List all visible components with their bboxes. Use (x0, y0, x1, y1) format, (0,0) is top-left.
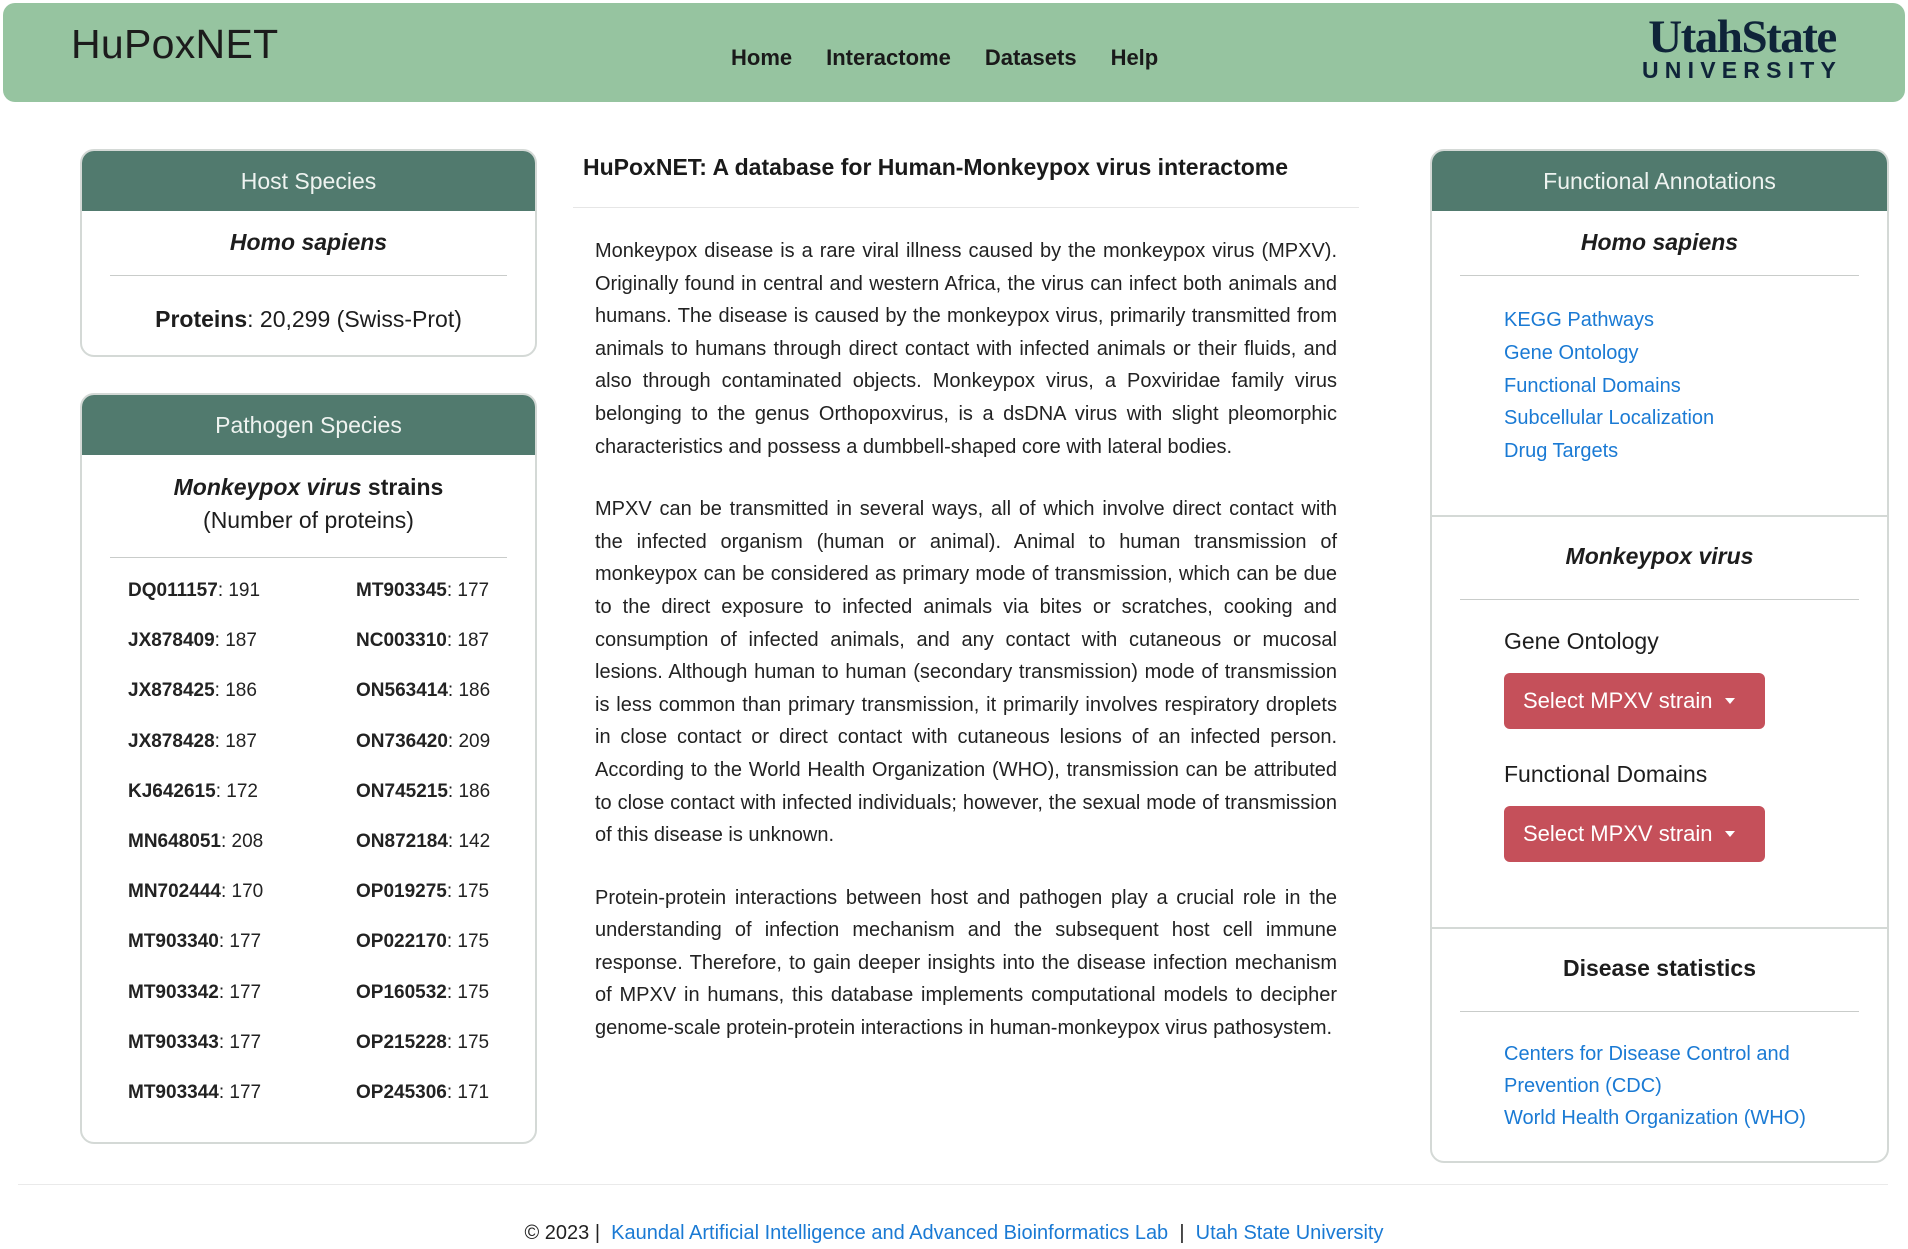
strain-protein-count: : 175 (446, 881, 490, 903)
strains-title-species: Monkeypox virus (173, 474, 362, 500)
footer-divider-text: | (1179, 1222, 1185, 1244)
strain-id: OP022170 (356, 931, 447, 953)
strain-entry (128, 680, 356, 730)
usu-logo-wordmark: UtahState (1648, 11, 1836, 63)
strain-entry (128, 630, 356, 680)
strain-protein-count: : 142 (447, 830, 491, 852)
nav-interactome[interactable]: Interactome (826, 45, 951, 70)
link-subcellular-localization[interactable]: Subcellular Localization (1504, 407, 1715, 430)
strain-entry (356, 881, 516, 931)
strains-subtitle: (Number of proteins) (203, 507, 414, 533)
strains-title-suffix: strains (361, 474, 444, 500)
disease-statistics-title: Disease statistics (1562, 955, 1757, 981)
strain-protein-count: : 187 (446, 630, 490, 652)
disease-statistics-section (1432, 927, 1887, 1134)
usu-logo-subtitle: UNIVERSITY (1641, 57, 1843, 83)
main-nav (731, 45, 1158, 71)
select-strain-domains-label: Select MPXV strain (1523, 821, 1713, 846)
strain-list (128, 580, 535, 1132)
strain-entry (356, 630, 516, 680)
strain-id: MN702444 (128, 881, 221, 903)
nav-datasets[interactable]: Datasets (984, 45, 1077, 70)
strain-protein-count: : 177 (218, 1081, 262, 1103)
strain-id: ON872184 (356, 830, 448, 852)
strains-title (82, 471, 535, 537)
strain-id: OP215228 (356, 1031, 447, 1053)
host-species-heading: Host Species (82, 151, 535, 211)
strain-protein-count: : 177 (218, 931, 262, 953)
article-paragraph: Protein-protein interactions between host and pathogen play a crucial role in the understanding of infection mechanism and the subsequent host cell immune response. Therefore, to gain deeper insights into the disease infection mechanism of MPXV in humans, this database implements computational models to decipher genome-scale protein-protein interactions in human-monkeypox virus pathosystem. (595, 886, 1337, 1040)
select-strain-domains-dropdown[interactable] (1504, 806, 1765, 862)
strain-id: JX878425 (128, 680, 215, 702)
divider (110, 557, 507, 558)
article-paragraph: Monkeypox disease is a rare viral illness caused by the monkeypox virus (MPXV). Originally found in central and western Africa, the virus can infect both animals and humans. The disease is caused by the monkeypox virus, primarily transmitted from animals to humans through direct contact with infected animals or their fluids, and also through contaminated objects. Monkeypox virus, a Poxviridae family virus belonging to the genus Orthopoxvirus, is a dsDNA virus with slight pleomorphic characteristics and possess a dumbbell-shaped core with lateral bodies. (595, 240, 1337, 458)
functional-annotations-heading: Functional Annotations (1432, 151, 1887, 211)
strain-entry (356, 831, 516, 881)
strain-protein-count: : 209 (447, 730, 491, 752)
nav-help[interactable]: Help (1110, 45, 1159, 70)
disease-statistics-links (1432, 1012, 1887, 1134)
strain-protein-count: : 175 (446, 931, 490, 953)
intro-article (595, 235, 1337, 1075)
strain-id: MT903345 (356, 580, 447, 601)
functional-domains-label: Functional Domains (1504, 761, 1708, 787)
strain-protein-count: : 170 (220, 881, 264, 903)
strain-id: DQ011157 (128, 580, 218, 601)
caret-down-icon (1725, 831, 1735, 837)
strain-id: OP245306 (356, 1081, 447, 1103)
strain-protein-count: : 191 (217, 580, 261, 601)
nav-home[interactable]: Home (731, 45, 793, 70)
human-species-title: Homo sapiens (1580, 229, 1739, 255)
strain-entry (128, 580, 356, 630)
strain-id: ON736420 (356, 730, 448, 752)
strain-protein-count: : 175 (446, 1031, 490, 1053)
strain-entry (128, 731, 356, 781)
page-title: HuPoxNET: A database for Human-Monkeypox virus interactome (583, 154, 1289, 180)
footer-copyright: © 2023 | (524, 1222, 601, 1244)
strain-protein-count: : 177 (446, 580, 490, 601)
strain-entry (356, 931, 516, 981)
virus-annotations-section (1432, 515, 1887, 927)
strain-id: ON745215 (356, 780, 448, 802)
caret-down-icon (1725, 698, 1735, 704)
human-annotations-section (1432, 211, 1887, 515)
strain-id: MT903342 (128, 981, 219, 1003)
strain-id: MT903340 (128, 931, 219, 953)
strain-id: ON563414 (356, 680, 448, 702)
strain-protein-count: : 177 (218, 1031, 262, 1053)
strain-entry (128, 1082, 356, 1132)
proteins-value: : 20,299 (Swiss-Prot) (247, 306, 462, 332)
strain-entry (356, 580, 516, 630)
usu-logo[interactable] (1627, 11, 1857, 83)
link-kegg-pathways[interactable]: KEGG Pathways (1504, 309, 1655, 331)
strain-protein-count: : 171 (446, 1081, 490, 1103)
footer-divider (18, 1184, 1888, 1185)
strain-id: MT903344 (128, 1081, 219, 1103)
strain-entry (356, 982, 516, 1032)
strain-entry (356, 680, 516, 730)
pathogen-species-heading: Pathogen Species (82, 395, 535, 455)
strain-entry (128, 881, 356, 931)
strain-protein-count: : 186 (447, 680, 491, 702)
footer (0, 1222, 1908, 1245)
strain-protein-count: : 172 (215, 780, 258, 802)
host-species-card (80, 149, 537, 357)
top-navbar (3, 3, 1905, 102)
link-functional-domains[interactable]: Functional Domains (1504, 374, 1681, 397)
divider (1460, 599, 1859, 600)
host-species-name: Homo sapiens (229, 229, 388, 255)
strain-entry (356, 1032, 516, 1082)
strain-protein-count: : 187 (214, 630, 257, 652)
select-strain-go-dropdown[interactable] (1504, 673, 1765, 729)
functional-annotations-card (1430, 149, 1889, 1163)
strain-entry (128, 982, 356, 1032)
link-cdc[interactable]: Centers for Disease Control and Prevention (CDC) (1504, 1043, 1790, 1097)
strain-protein-count: : 187 (214, 730, 257, 752)
host-protein-count (82, 306, 535, 333)
strain-entry (356, 731, 516, 781)
site-brand[interactable]: HuPoxNET (71, 21, 279, 67)
strain-protein-count: : 175 (446, 981, 490, 1003)
strain-id: MT903343 (128, 1031, 219, 1053)
title-divider (573, 207, 1359, 208)
strain-entry (128, 831, 356, 881)
strain-id: JX878428 (128, 730, 215, 752)
virus-species-title: Monkeypox virus (1565, 543, 1754, 569)
strain-protein-count: : 208 (220, 830, 264, 852)
article-paragraph: MPXV can be transmitted in several ways, all of which involve direct contact with the infected organism (human or animal). Animal to human transmission of monkeypox can be considered as primary mode of transmission, which can be due to the direct exposure to infected animals via bites or scratches, cooking and consumption of infected animals, and any contact with cutaneous or mucosal lesions. Although human to human (secondary transmission) mode of transmission is less common than primary transmission, it primarily involves respiratory droplets in close contact or direct contact with cutaneous lesions of an infected person. According to the World Health Organization (WHO), transmission can be attributed to close contact with infected individuals; however, the sexual mode of transmission of this disease is unknown. (595, 498, 1337, 847)
gene-ontology-label: Gene Ontology (1504, 628, 1659, 654)
strain-entry (128, 931, 356, 981)
strain-id: OP160532 (356, 981, 447, 1003)
strain-entry (356, 781, 516, 831)
strain-id: KJ642615 (128, 780, 216, 802)
footer-lab-link[interactable]: Kaundal Artificial Intelligence and Advanced Bioinformatics Lab (611, 1222, 1169, 1244)
footer-university-link[interactable]: Utah State University (1195, 1222, 1384, 1244)
strain-protein-count: : 186 (447, 780, 491, 802)
divider (110, 275, 507, 276)
strain-protein-count: : 186 (214, 680, 257, 702)
strain-entry (356, 1082, 516, 1132)
strain-entry (128, 781, 356, 831)
link-gene-ontology[interactable]: Gene Ontology (1504, 341, 1639, 364)
pathogen-species-card (80, 393, 537, 1144)
strain-id: NC003310 (356, 630, 447, 652)
strain-entry (128, 1032, 356, 1082)
link-drug-targets[interactable]: Drug Targets (1504, 440, 1619, 463)
select-strain-go-label: Select MPXV strain (1523, 688, 1713, 713)
proteins-label: Proteins (155, 306, 248, 332)
human-annotation-links (1432, 276, 1887, 468)
strain-id: JX878409 (128, 630, 215, 652)
strain-id: MN648051 (128, 830, 221, 852)
strain-protein-count: : 177 (218, 981, 262, 1003)
link-who[interactable]: World Health Organization (WHO) (1504, 1107, 1806, 1129)
strain-id: OP019275 (356, 881, 447, 903)
